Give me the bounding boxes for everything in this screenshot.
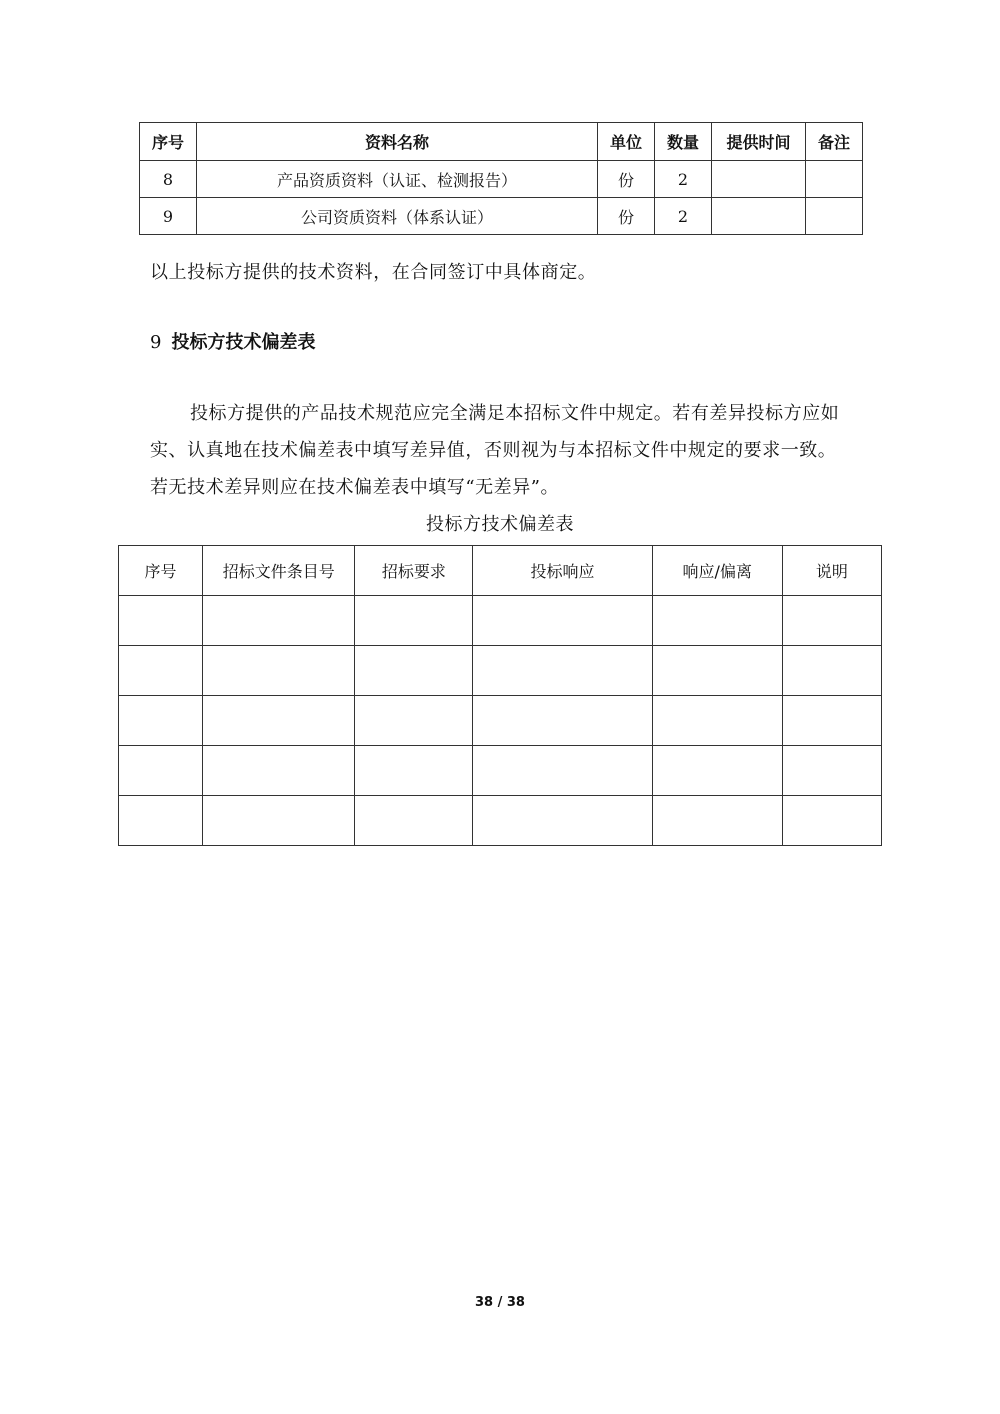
cell-requirement xyxy=(355,696,473,746)
cell-seq xyxy=(119,746,203,796)
cell-response xyxy=(473,796,652,846)
cell-seq xyxy=(119,596,203,646)
cell-seq xyxy=(119,696,203,746)
cell-clause-number xyxy=(203,796,355,846)
cell-requirement xyxy=(355,596,473,646)
cell-explanation xyxy=(782,696,881,746)
cell-explanation xyxy=(782,646,881,696)
cell-deviation xyxy=(652,596,782,646)
deviation-table-header xyxy=(119,546,882,596)
deviation-table-caption: 投标方技术偏差表 xyxy=(426,514,574,535)
cell-quantity: 2 xyxy=(655,161,712,198)
table-row xyxy=(140,161,863,198)
cell-seq xyxy=(119,646,203,696)
header-remarks: 备注 xyxy=(806,123,863,161)
cell-deviation xyxy=(652,646,782,696)
section-number: 9 xyxy=(150,332,162,353)
table-row xyxy=(119,596,882,646)
section-title: 投标方技术偏差表 xyxy=(171,332,316,353)
cell-response xyxy=(473,596,652,646)
cell-provide-time xyxy=(712,198,806,235)
body-paragraph-text: 投标方提供的产品技术规范应完全满足本招标文件中规定。若有差异投标方应如实、认真地在技术偏差表中填写差异值，否则视为与本招标文件中规定的要求一致。若无技术差异则应在技术偏差表中填写“无差异”。 xyxy=(150,403,840,498)
cell-response xyxy=(473,746,652,796)
cell-clause-number xyxy=(203,646,355,696)
cell-material-name: 公司资质资料（体系认证） xyxy=(197,198,598,235)
header-seq: 序号 xyxy=(119,546,203,596)
deviation-table xyxy=(118,545,882,846)
header-seq: 序号 xyxy=(140,123,197,161)
cell-requirement xyxy=(355,796,473,846)
cell-remarks xyxy=(806,161,863,198)
cell-seq: 9 xyxy=(140,198,197,235)
cell-clause-number xyxy=(203,696,355,746)
header-provide-time: 提供时间 xyxy=(712,123,806,161)
table-row xyxy=(119,796,882,846)
header-explanation: 说明 xyxy=(782,546,881,596)
cell-explanation xyxy=(782,746,881,796)
cell-requirement xyxy=(355,646,473,696)
cell-requirement xyxy=(355,746,473,796)
cell-deviation xyxy=(652,746,782,796)
header-deviation: 响应/偏离 xyxy=(652,546,782,596)
cell-provide-time xyxy=(712,161,806,198)
cell-seq: 8 xyxy=(140,161,197,198)
cell-response xyxy=(473,646,652,696)
table-row xyxy=(140,198,863,235)
header-material-name: 资料名称 xyxy=(197,123,598,161)
cell-response xyxy=(473,696,652,746)
cell-explanation xyxy=(782,596,881,646)
header-response: 投标响应 xyxy=(473,546,652,596)
cell-deviation xyxy=(652,796,782,846)
cell-quantity: 2 xyxy=(655,198,712,235)
cell-unit: 份 xyxy=(598,198,655,235)
cell-remarks xyxy=(806,198,863,235)
table-row xyxy=(119,696,882,746)
body-paragraph xyxy=(150,395,852,506)
cell-material-name: 产品资质资料（认证、检测报告） xyxy=(197,161,598,198)
header-quantity: 数量 xyxy=(655,123,712,161)
header-requirement: 招标要求 xyxy=(355,546,473,596)
header-unit: 单位 xyxy=(598,123,655,161)
cell-unit: 份 xyxy=(598,161,655,198)
materials-table-header xyxy=(140,123,863,161)
page-number: 38 / 38 xyxy=(475,1295,525,1310)
cell-deviation xyxy=(652,696,782,746)
materials-table xyxy=(139,122,863,235)
cell-clause-number xyxy=(203,596,355,646)
cell-seq xyxy=(119,796,203,846)
table-row xyxy=(119,746,882,796)
materials-note: 以上投标方提供的技术资料，在合同签订中具体商定。 xyxy=(150,262,597,283)
section-heading xyxy=(150,328,315,354)
table-row xyxy=(119,646,882,696)
header-clause-number: 招标文件条目号 xyxy=(203,546,355,596)
cell-explanation xyxy=(782,796,881,846)
cell-clause-number xyxy=(203,746,355,796)
